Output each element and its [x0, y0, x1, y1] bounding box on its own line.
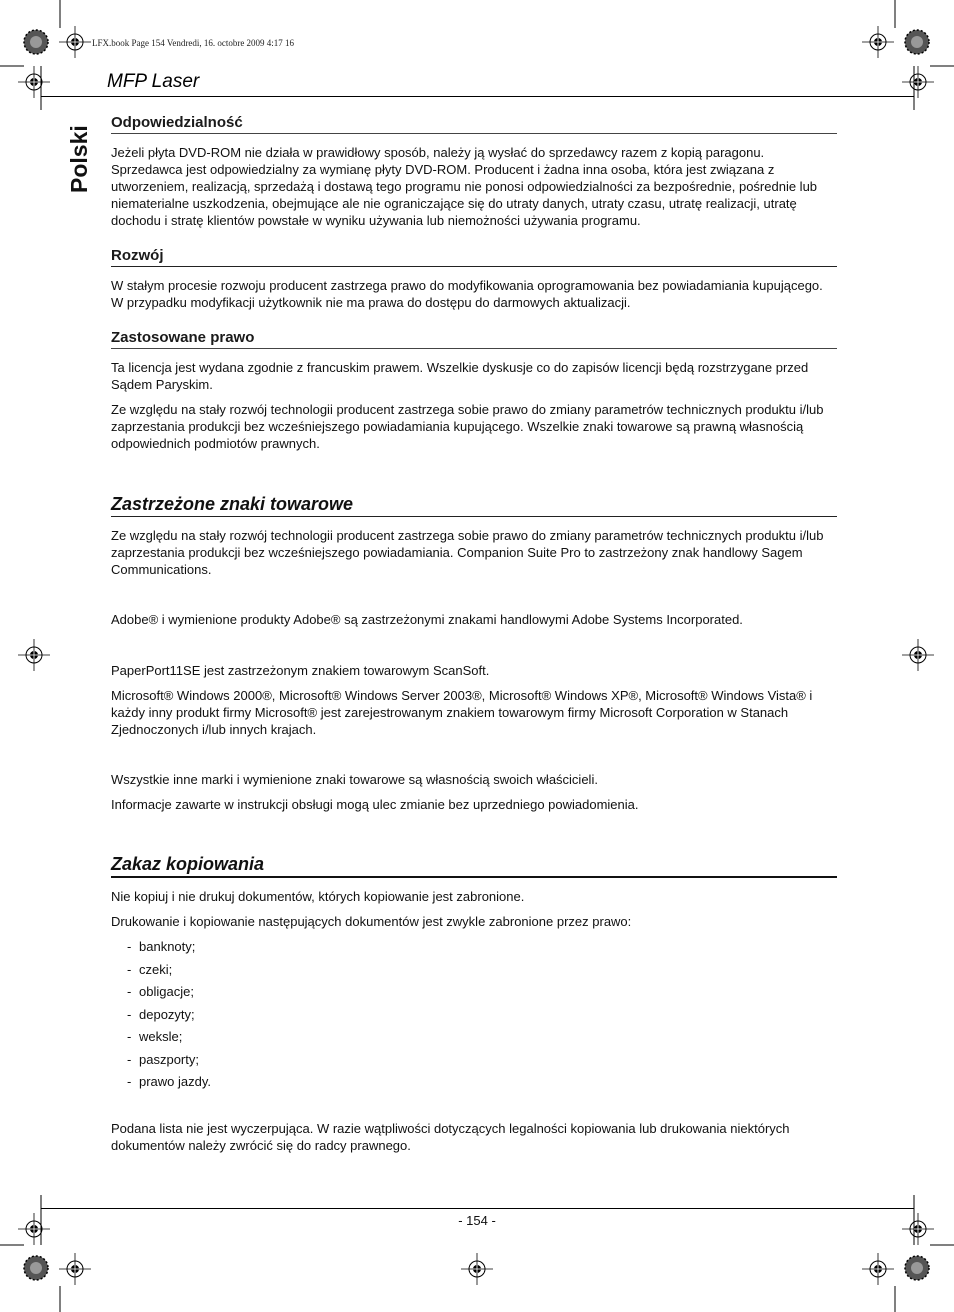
paragraph: Ze względu na stały rozwój technologii producent zastrzega sobie prawo do zmiany parametrów technicznych produktu i/lub zaprzestania produkcji bez wcześniejszego powiadamiania kupującego. Wszelkie znaki towarowe są prawną własnością odpowiednich podmiotów prawnych.: [111, 402, 824, 451]
list-dash: -: [127, 1074, 132, 1089]
paragraph: Ze względu na stały rozwój technologii producent zastrzega sobie prawo do zmiany parametrów technicznych produktu i/lub zaprzestania produkcji bez wcześniejszego powiadamiania. Companion Suite Pro to zastrzeżony znak handlowy Sagem Communications.: [111, 528, 824, 577]
list-dash: -: [127, 1029, 132, 1044]
paragraph: Adobe® i wymienione produkty Adobe® są zastrzeżonymi znakami handlowymi Adobe Systems Incorporated.: [111, 612, 743, 627]
list-item: - czeki;: [127, 961, 173, 977]
section-heading-rozwoj: Rozwój: [111, 247, 837, 267]
footer-rule: [41, 1208, 914, 1209]
main-content: [111, 114, 837, 1162]
list-item: - paszporty;: [127, 1051, 199, 1067]
section-heading-znaki-towarowe: Zastrzeżone znaki towarowe: [111, 494, 837, 517]
list-item: - banknoty;: [127, 939, 196, 954]
list-dash: -: [127, 961, 132, 977]
paragraph: Wszystkie inne marki i wymienione znaki towarowe są własnością swoich właścicieli.: [111, 772, 598, 787]
paragraph: Drukowanie i kopiowanie następujących dokumentów jest zwykle zabronione przez prawo:: [111, 914, 632, 929]
list-item: - prawo jazdy.: [127, 1074, 212, 1089]
paragraph: Jeżeli płyta DVD-ROM nie działa w prawidłowy sposób, należy ją wysłać do sprzedawcy razem z kopią paragonu. Sprzedawca jest odpowiedzialny za wymianę płyty DVD-ROM. Producent i żadna inna osoba, która jest związana z utworzeniem, realizacją, sprzedażą i dostawą tego programu nie ponosi odpowiedzialności za bezpośrednie, pośrednie lub niematerialne uszkodzenia, obejmujące ale nie ograniczające się do utraty danych, utraty czasu, utratę realizacji, utratę dochodu i stratę klientów powstałe w wyniku używania lub niemożności używania programu.: [111, 145, 818, 228]
page-number: - 154 -: [458, 1213, 496, 1228]
paragraph: Podana lista nie jest wyczerpująca. W razie wątpliwości dotyczących legalności kopiowania lub drukowania niektórych dokumentów należy zwrócić się do radcy prawnego.: [111, 1121, 790, 1153]
list-item: - weksle;: [127, 1029, 183, 1044]
paragraph: PaperPort11SE jest zastrzeżonym znakiem towarowym ScanSoft.: [111, 663, 490, 678]
section-heading-zastosowane-prawo: Zastosowane prawo: [111, 329, 837, 349]
document-list: [111, 938, 837, 1090]
paragraph: Nie kopiuj i nie drukuj dokumentów, których kopiowanie jest zabronione.: [111, 889, 525, 904]
paragraph: Informacje zawarte w instrukcji obsługi mogą ulec zmianie bez uprzedniego powiadomienia.: [111, 797, 639, 812]
list-dash: -: [127, 984, 132, 999]
print-info: LFX.book Page 154 Vendredi, 16. octobre 2009 4:17 16: [92, 38, 295, 48]
list-dash: -: [127, 939, 132, 954]
paragraph: Microsoft® Windows 2000®, Microsoft® Windows Server 2003®, Microsoft® Windows XP®, Microsoft® Windows Vista® i każdy inny produkt firmy Microsoft® jest zarejestrowanym znakiem towarowym firmy Microsoft Corporation w Stanach Zjednoczonych i/lub innych krajach.: [111, 688, 813, 737]
paragraph: Ta licencja jest wydana zgodnie z francuskim prawem. Wszelkie dyskusje co do zapisów licencji będą rozstrzygane przed Sądem Paryskim.: [111, 360, 809, 392]
paragraph: W stałym procesie rozwoju producent zastrzega prawo do modyfikowania oprogramowania bez powiadamiania kupującego. W przypadku modyfikacji użytkownik nie ma prawa do dostępu do darmowych aktualizacji.: [111, 278, 823, 310]
side-tab-label: Polski: [66, 125, 92, 193]
list-dash: -: [127, 1051, 132, 1067]
list-item: - depozyty;: [127, 1006, 195, 1022]
header-title: MFP Laser: [107, 71, 200, 92]
list-dash: -: [127, 1006, 132, 1022]
list-item: - obligacje;: [127, 984, 194, 999]
header-rule: [41, 96, 914, 97]
section-heading-odpowiedzialnosc: Odpowiedzialność: [111, 114, 837, 134]
section-heading-zakaz-kopiowania: Zakaz kopiowania: [111, 854, 837, 878]
